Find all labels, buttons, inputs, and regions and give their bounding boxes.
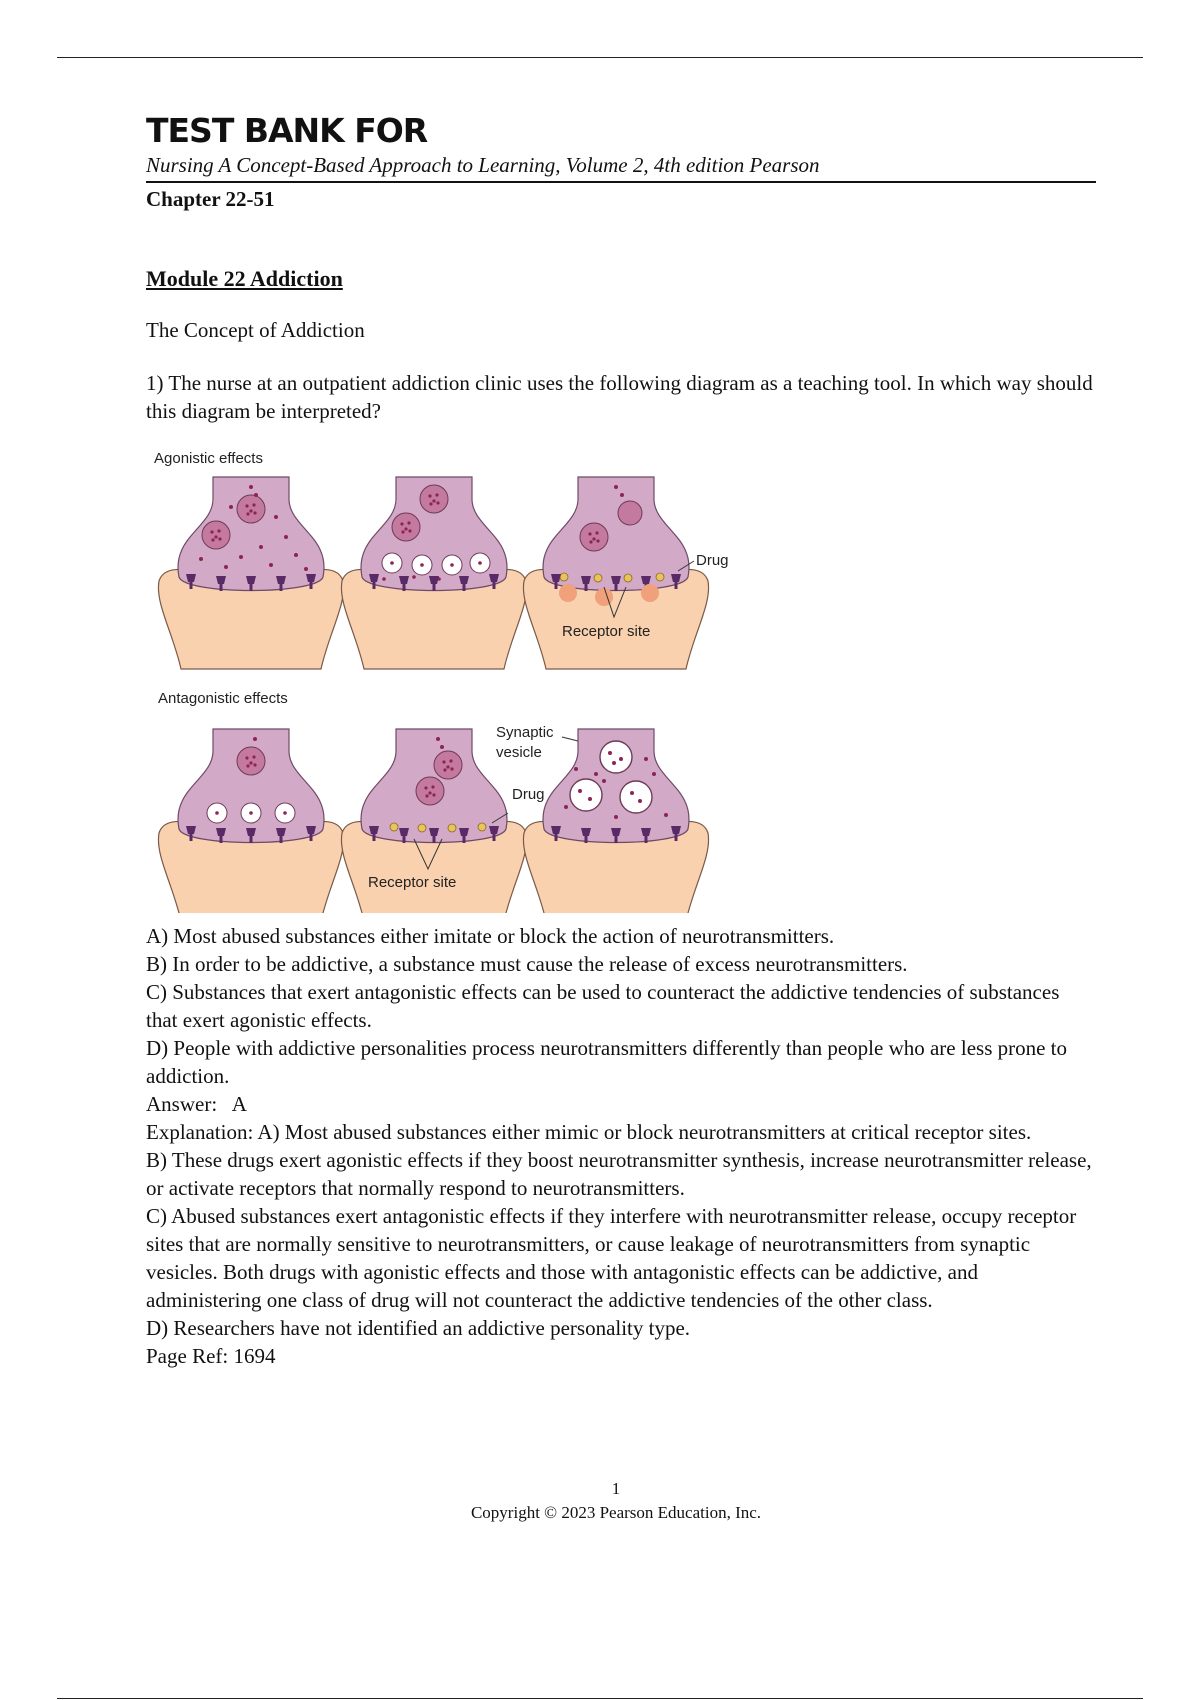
bottom-rule	[57, 1698, 1143, 1699]
option-a: A) Most abused substances either imitate or block the action of neurotransmitters.	[146, 924, 835, 948]
agonistic-panel-3	[523, 477, 708, 669]
module-heading: Module 22 Addiction	[146, 266, 343, 291]
page-number: 1	[611, 1479, 621, 1498]
answer-block	[146, 922, 1096, 1370]
chapter-range: Chapter 22-51	[146, 187, 275, 211]
option-c: C) Substances that exert antagonistic effects can be used to counteract the addictive tendencies of substances that exert agonistic effects.	[146, 980, 1060, 1032]
book-subtitle: Nursing A Concept-Based Approach to Learning, Volume 2, 4th edition Pearson	[146, 152, 1096, 183]
synaptic-vesicle-label-line2: vesicle	[496, 744, 542, 761]
top-rule	[57, 57, 1143, 58]
synapse-diagram	[146, 447, 734, 913]
antagonistic-effects-label: Antagonistic effects	[158, 690, 288, 707]
test-bank-title: TEST BANK FOR	[146, 111, 428, 150]
agonistic-panel-2	[341, 477, 526, 669]
explanation-b: B) These drugs exert agonistic effects if they boost neurotransmitter synthesis, increase neurotransmitter release, or activate receptors that normally respond to neurotransmitters.	[146, 1148, 1092, 1200]
receptor-site-label-agonistic: Receptor site	[562, 623, 651, 640]
option-b: B) In order to be addictive, a substance must cause the release of excess neurotransmitters.	[146, 952, 908, 976]
page-footer	[0, 1477, 1200, 1525]
explanation-c: C) Abused substances exert antagonistic effects if they interfere with neurotransmitter release, occupy receptor sites that are normally sensitive to neurotransmitters, or cause leakage of neurotransmitters from synaptic vesicles. Both drugs with agonistic effects and those with antagonistic effects can be addictive, and administering one class of drug will not counteract the addictive tendencies of the other class.	[146, 1204, 1077, 1312]
concept-heading: The Concept of Addiction	[146, 318, 365, 342]
antagonistic-panel-1	[158, 729, 343, 913]
question-text: 1) The nurse at an outpatient addiction clinic uses the following diagram as a teaching tool. In which way should this diagram be interpreted?	[146, 371, 1093, 423]
drug-label-antagonistic: Drug	[512, 786, 545, 803]
option-d: D) People with addictive personalities process neurotransmitters differently than people who are less prone to addiction.	[146, 1036, 1068, 1088]
agonistic-effects-label: Agonistic effects	[154, 450, 263, 467]
answer-key: Answer: A	[146, 1092, 247, 1116]
explanation-d: D) Researchers have not identified an addictive personality type.	[146, 1316, 691, 1340]
copyright-notice: Copyright © 2023 Pearson Education, Inc.	[470, 1503, 762, 1522]
antagonistic-panel-3	[523, 729, 708, 913]
receptor-site-label-antagonistic: Receptor site	[368, 874, 457, 891]
agonistic-panel-1	[158, 477, 343, 669]
drug-label-agonistic: Drug	[696, 552, 729, 569]
explanation-a: Explanation: A) Most abused substances either mimic or block neurotransmitters at critical receptor sites.	[146, 1120, 1032, 1144]
page-content	[146, 112, 1096, 1370]
synaptic-vesicle-label-line1: Synaptic	[496, 724, 554, 741]
page-reference: Page Ref: 1694	[146, 1344, 276, 1368]
